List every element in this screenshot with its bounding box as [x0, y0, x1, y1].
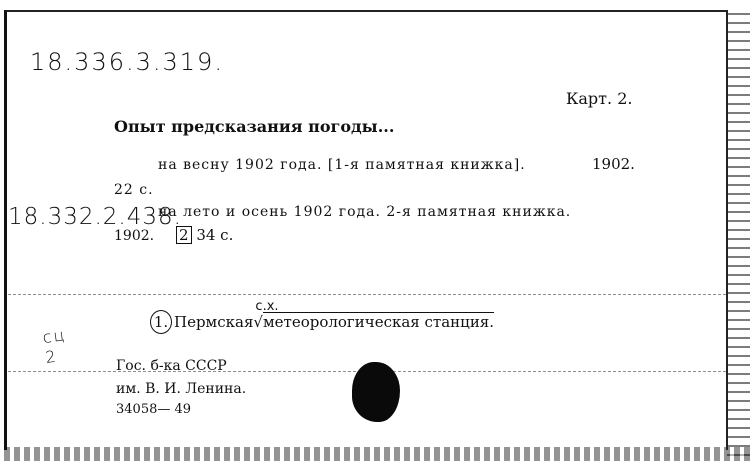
entry1-text: на весну 1902 года. [1-я памятная книжка]. [158, 157, 526, 173]
entry2-text: на лето и осень 1902 года. 2-я памятная книжка. [158, 204, 572, 220]
entry1-year: 1902. [592, 155, 635, 173]
subject-circled-number: 1. [150, 310, 172, 334]
card-title: Опыт предсказания погоды... [114, 117, 395, 136]
entry2-pages: 34 с. [196, 226, 234, 244]
printer-line-3: 34058— 49 [116, 402, 192, 417]
card-right-edge [727, 10, 750, 461]
margin-scribble: сц 2 [41, 324, 68, 367]
ink-blot [352, 362, 400, 422]
entry1-pages: 22 с. [114, 182, 154, 198]
card-number: Карт. 2. [566, 89, 633, 108]
printer-line-1: Гос. б-ка СССР [116, 358, 227, 374]
subject-text-b: метеорологическая станция. [262, 313, 495, 331]
subject-text-a: Пермская [174, 313, 254, 331]
separator-line-upper [8, 294, 726, 295]
entry2-pages-group [176, 226, 233, 244]
handwritten-shelfmark-top: 18.336.3.319. [30, 48, 224, 76]
subject-insert: с.х. [255, 299, 279, 314]
subject-heading: 1. Пермская с.х. √метеорологическая станция. [150, 310, 494, 334]
entry2-boxed-number: 2 [176, 226, 192, 244]
handwritten-shelfmark-left: 18.332.2.438. [8, 204, 182, 230]
entry2-year: 1902. [114, 228, 155, 244]
printer-line-2: им. В. И. Ленина. [116, 381, 247, 397]
